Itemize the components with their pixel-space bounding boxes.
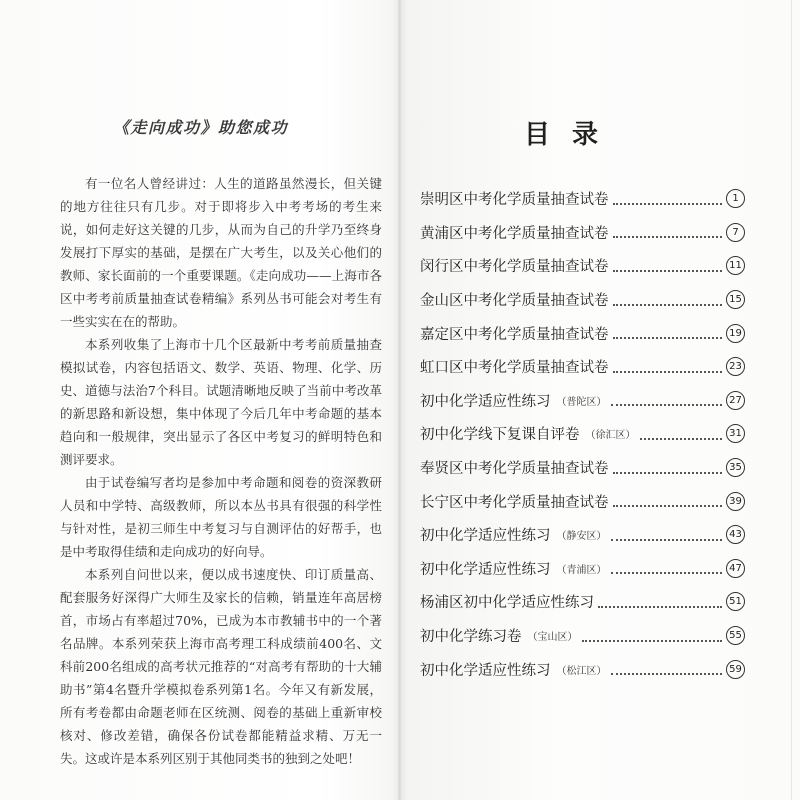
- toc-entry-label: 黄浦区中考化学质量抽查试卷: [420, 225, 609, 242]
- toc-entry[interactable]: [420, 619, 745, 653]
- table-of-contents: [420, 182, 745, 686]
- toc-leader-dots: [611, 673, 723, 675]
- toc-entry[interactable]: [420, 350, 745, 384]
- toc-leader-dots: [582, 640, 723, 642]
- toc-entry-label: 初中化学适应性练习: [420, 662, 551, 679]
- toc-entry[interactable]: [420, 283, 745, 317]
- toc-page-number: 11: [726, 256, 745, 275]
- toc-page-number: 1: [726, 189, 745, 208]
- toc-entry-label: 金山区中考化学质量抽查试卷: [420, 293, 609, 310]
- toc-leader-dots: [613, 304, 723, 306]
- toc-entry[interactable]: [420, 652, 745, 686]
- preface-paragraph: 本系列收集了上海市十几个区最新中考考前质量抽查模拟试卷，内容包括语文、数学、英语、物理、化学、历史、道德与法治7个科目。试题清晰地反映了当前中考改革的新思路和新设想，集中体现了今后几年中考命题的基本趋向和一般规律，突出显示了各区中考复习的鲜明特色和测评要求。: [60, 337, 382, 467]
- toc-entry-district: （青浦区）: [556, 564, 607, 576]
- toc-page-number: 23: [726, 357, 745, 376]
- toc-entry-label: 虹口区中考化学质量抽查试卷: [420, 360, 609, 377]
- toc-leader-dots: [613, 371, 723, 373]
- toc-entry[interactable]: [420, 585, 745, 619]
- toc-page-number: 15: [726, 290, 745, 309]
- toc-entry[interactable]: [420, 484, 745, 518]
- toc-entry-label: 初中化学适应性练习: [420, 393, 551, 410]
- toc-entry-label: 崇明区中考化学质量抽查试卷: [420, 192, 609, 209]
- toc-leader-dots: [640, 438, 723, 440]
- toc-leader-dots: [613, 472, 723, 474]
- toc-title: 目录: [524, 120, 621, 150]
- toc-entry[interactable]: [420, 249, 745, 283]
- toc-entry[interactable]: [420, 451, 745, 485]
- page-edge: [791, 0, 792, 800]
- toc-leader-dots: [611, 404, 723, 406]
- preface-paragraph: 本系列自问世以来，便以成书速度快、印订质量高、配套服务好深得广大师生及家长的信赖，销量连年高居榜首，市场占有率超过70%，已成为本市教辅书中的一个著名品牌。本系列荣获上海市高考理工科成绩前400名、文科前200名组成的高考状元推荐的“对高考有帮助的十大辅助书”第4名暨升学模拟卷系列第1名。今年又有新发展，所有考卷都由命题老师在区统测、阅卷的基础上重新审校核对、修改差错，确保各份试卷都能精益求精、万无一失。这或许是本系列区别于其他同类书的独到之处吧！: [60, 567, 382, 766]
- toc-page-number: 7: [726, 223, 745, 242]
- toc-entry[interactable]: [420, 182, 745, 216]
- preface-paragraph: 有一位名人曾经讲过：人生的道路虽然漫长，但关键的地方往往只有几步。对于即将步入中考考场的考生来说，如何走好这关键的几步，从而为自己的升学乃至终身发展打下厚实的基础，是摆在广大考生，以及关心他们的教师、家长面前的一个重要课题。《走向成功——上海市各区中考考前质量抽查试卷精编》系列丛书可能会对考生有一些实实在在的帮助。: [60, 176, 382, 329]
- toc-entry-label: 长宁区中考化学质量抽查试卷: [420, 494, 609, 511]
- toc-leader-dots: [611, 539, 723, 541]
- toc-entry-label: 奉贤区中考化学质量抽查试卷: [420, 461, 609, 478]
- toc-page-number: 55: [726, 626, 745, 645]
- toc-entry[interactable]: [420, 552, 745, 586]
- toc-page-number: 51: [726, 592, 745, 611]
- toc-leader-dots: [613, 505, 723, 507]
- toc-entry-district: （松江区）: [556, 665, 607, 677]
- toc-leader-dots: [598, 606, 722, 608]
- toc-page-number: 47: [726, 559, 745, 578]
- toc-entry-label: 杨浦区初中化学适应性练习: [420, 595, 594, 612]
- toc-leader-dots: [613, 203, 723, 205]
- toc-entry-label: 初中化学线下复课自评卷: [420, 427, 580, 444]
- preface-paragraph: 由于试卷编写者均是参加中考命题和阅卷的资深教研人员和中学特、高级教师，所以本丛书具有很强的科学性与针对性，是初三师生中考复习与自测评估的好帮手，也是中考取得佳绩和走向成功的好向导。: [60, 475, 382, 559]
- toc-page-number: 31: [726, 424, 745, 443]
- toc-leader-dots: [613, 236, 723, 238]
- toc-page-number: 19: [726, 324, 745, 343]
- preface-body: [60, 172, 382, 770]
- toc-page-number: 27: [726, 391, 745, 410]
- toc-entry-label: 嘉定区中考化学质量抽查试卷: [420, 326, 609, 343]
- toc-page-number: 43: [726, 525, 745, 544]
- toc-entry-district: （徐汇区）: [585, 430, 636, 442]
- toc-entry[interactable]: [420, 316, 745, 350]
- toc-page-number: 35: [726, 458, 745, 477]
- toc-entry[interactable]: [420, 216, 745, 250]
- toc-leader-dots: [613, 270, 723, 272]
- toc-entry-district: （普陀区）: [556, 396, 607, 408]
- toc-leader-dots: [613, 337, 723, 339]
- toc-page-number: 39: [726, 492, 745, 511]
- toc-entry-label: 初中化学适应性练习: [420, 561, 551, 578]
- page-fold: [398, 0, 401, 800]
- toc-entry-district: （宝山区）: [527, 632, 578, 644]
- toc-entry-label: 闵行区中考化学质量抽查试卷: [420, 259, 609, 276]
- toc-entry-label: 初中化学练习卷: [420, 629, 522, 646]
- toc-entry[interactable]: [420, 384, 745, 418]
- toc-leader-dots: [611, 572, 723, 574]
- toc-entry[interactable]: [420, 518, 745, 552]
- toc-entry-label: 初中化学适应性练习: [420, 528, 551, 545]
- toc-page-number: 59: [726, 660, 745, 679]
- toc-entry[interactable]: [420, 417, 745, 451]
- preface-title: 《走向成功》助您成功: [113, 118, 289, 137]
- toc-entry-district: （静安区）: [556, 531, 607, 543]
